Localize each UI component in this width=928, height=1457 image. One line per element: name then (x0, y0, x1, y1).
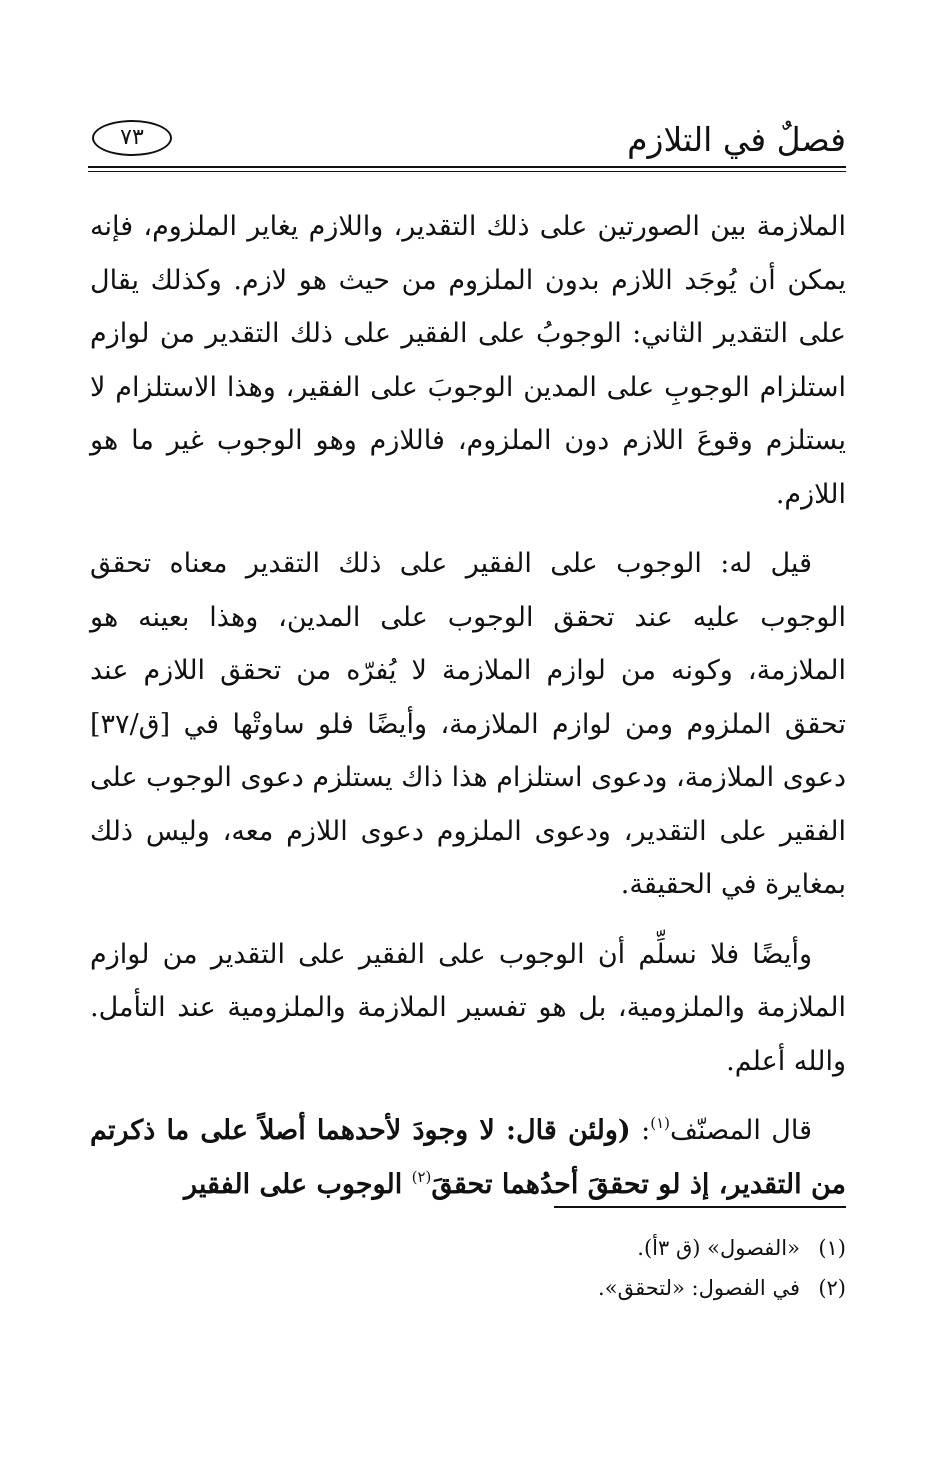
quoted-text: الوجوب على الفقير (184, 1168, 412, 1200)
paragraph: قيل له: الوجوب على الفقير على ذلك التقدير معناه تحقق الوجوب عليه عند تحقق الوجوب على المدين، وهذا بعينه هو الملازمة، وكونه من لوازم الملازمة لا يُفرّه من تحقق اللازم عند تحقق الملزوم ومن لوازم الملازمة، وأيضًا فلو ساوتْها في [ق/٣٧] دعوى الملازمة، ودعوى استلزام هذا ذاك يستلزم دعوى الوجوب على الفقير على التقدير، ودعوى الملزوم دعوى اللازم معه، وليس ذلك بمغايرة في الحقيقة. (90, 548, 846, 900)
footnote (90, 1268, 846, 1308)
paragraph: الملازمة بين الصورتين على ذلك التقدير، واللازم يغاير الملزوم، فإنه يمكن أن يُوجَد اللازم بدون الملزوم من حيث هو لازم. وكذلك يقال على التقدير الثاني: الوجوبُ على الفقير على ذلك التقدير من لوازم استلزام الوجوبِ على المدين الوجوبَ على الفقير، وهذا الاستلزام لا يستلزم وقوعَ اللازم دون الملزوم، فاللازم وهو الوجوب غير ما هو اللازم. (90, 211, 846, 510)
footnote-text: «الفصول» (ق ٣أ). (637, 1236, 800, 1260)
page-number: ٧٣ (92, 120, 172, 156)
footnote-number: (١) (818, 1236, 846, 1260)
footnote (90, 1228, 846, 1268)
footnotes (90, 1228, 846, 1308)
quoted-paragraph (90, 1104, 846, 1211)
header-divider (88, 166, 846, 172)
footnote-text: في الفصول: «لتحقق». (598, 1276, 800, 1300)
author-lead: قال المصنّف (669, 1115, 812, 1146)
footnote-divider (554, 1206, 846, 1208)
footnote-ref: (٢) (411, 1167, 432, 1186)
colon: : (630, 1115, 651, 1146)
paragraph: وأيضًا فلا نسلِّم أن الوجوب على الفقير على التقدير من لوازم الملازمة والملزومية، بل هو تفسير الملازمة والملزومية عند التأمل. والله أعلم. (90, 938, 846, 1077)
page-header (88, 112, 846, 174)
quoted-text: (ولئن قال: لا وجودَ لأحدهما أصلاً على ما ذكرتم من التقدير، إذ لو تحققَ أحدُهما تحققَ (90, 1115, 846, 1200)
chapter-title: فصلٌ في التلازم (627, 120, 846, 159)
footnote-number: (٢) (818, 1276, 846, 1300)
main-text (90, 200, 846, 1227)
footnote-ref: (١) (650, 1114, 670, 1132)
